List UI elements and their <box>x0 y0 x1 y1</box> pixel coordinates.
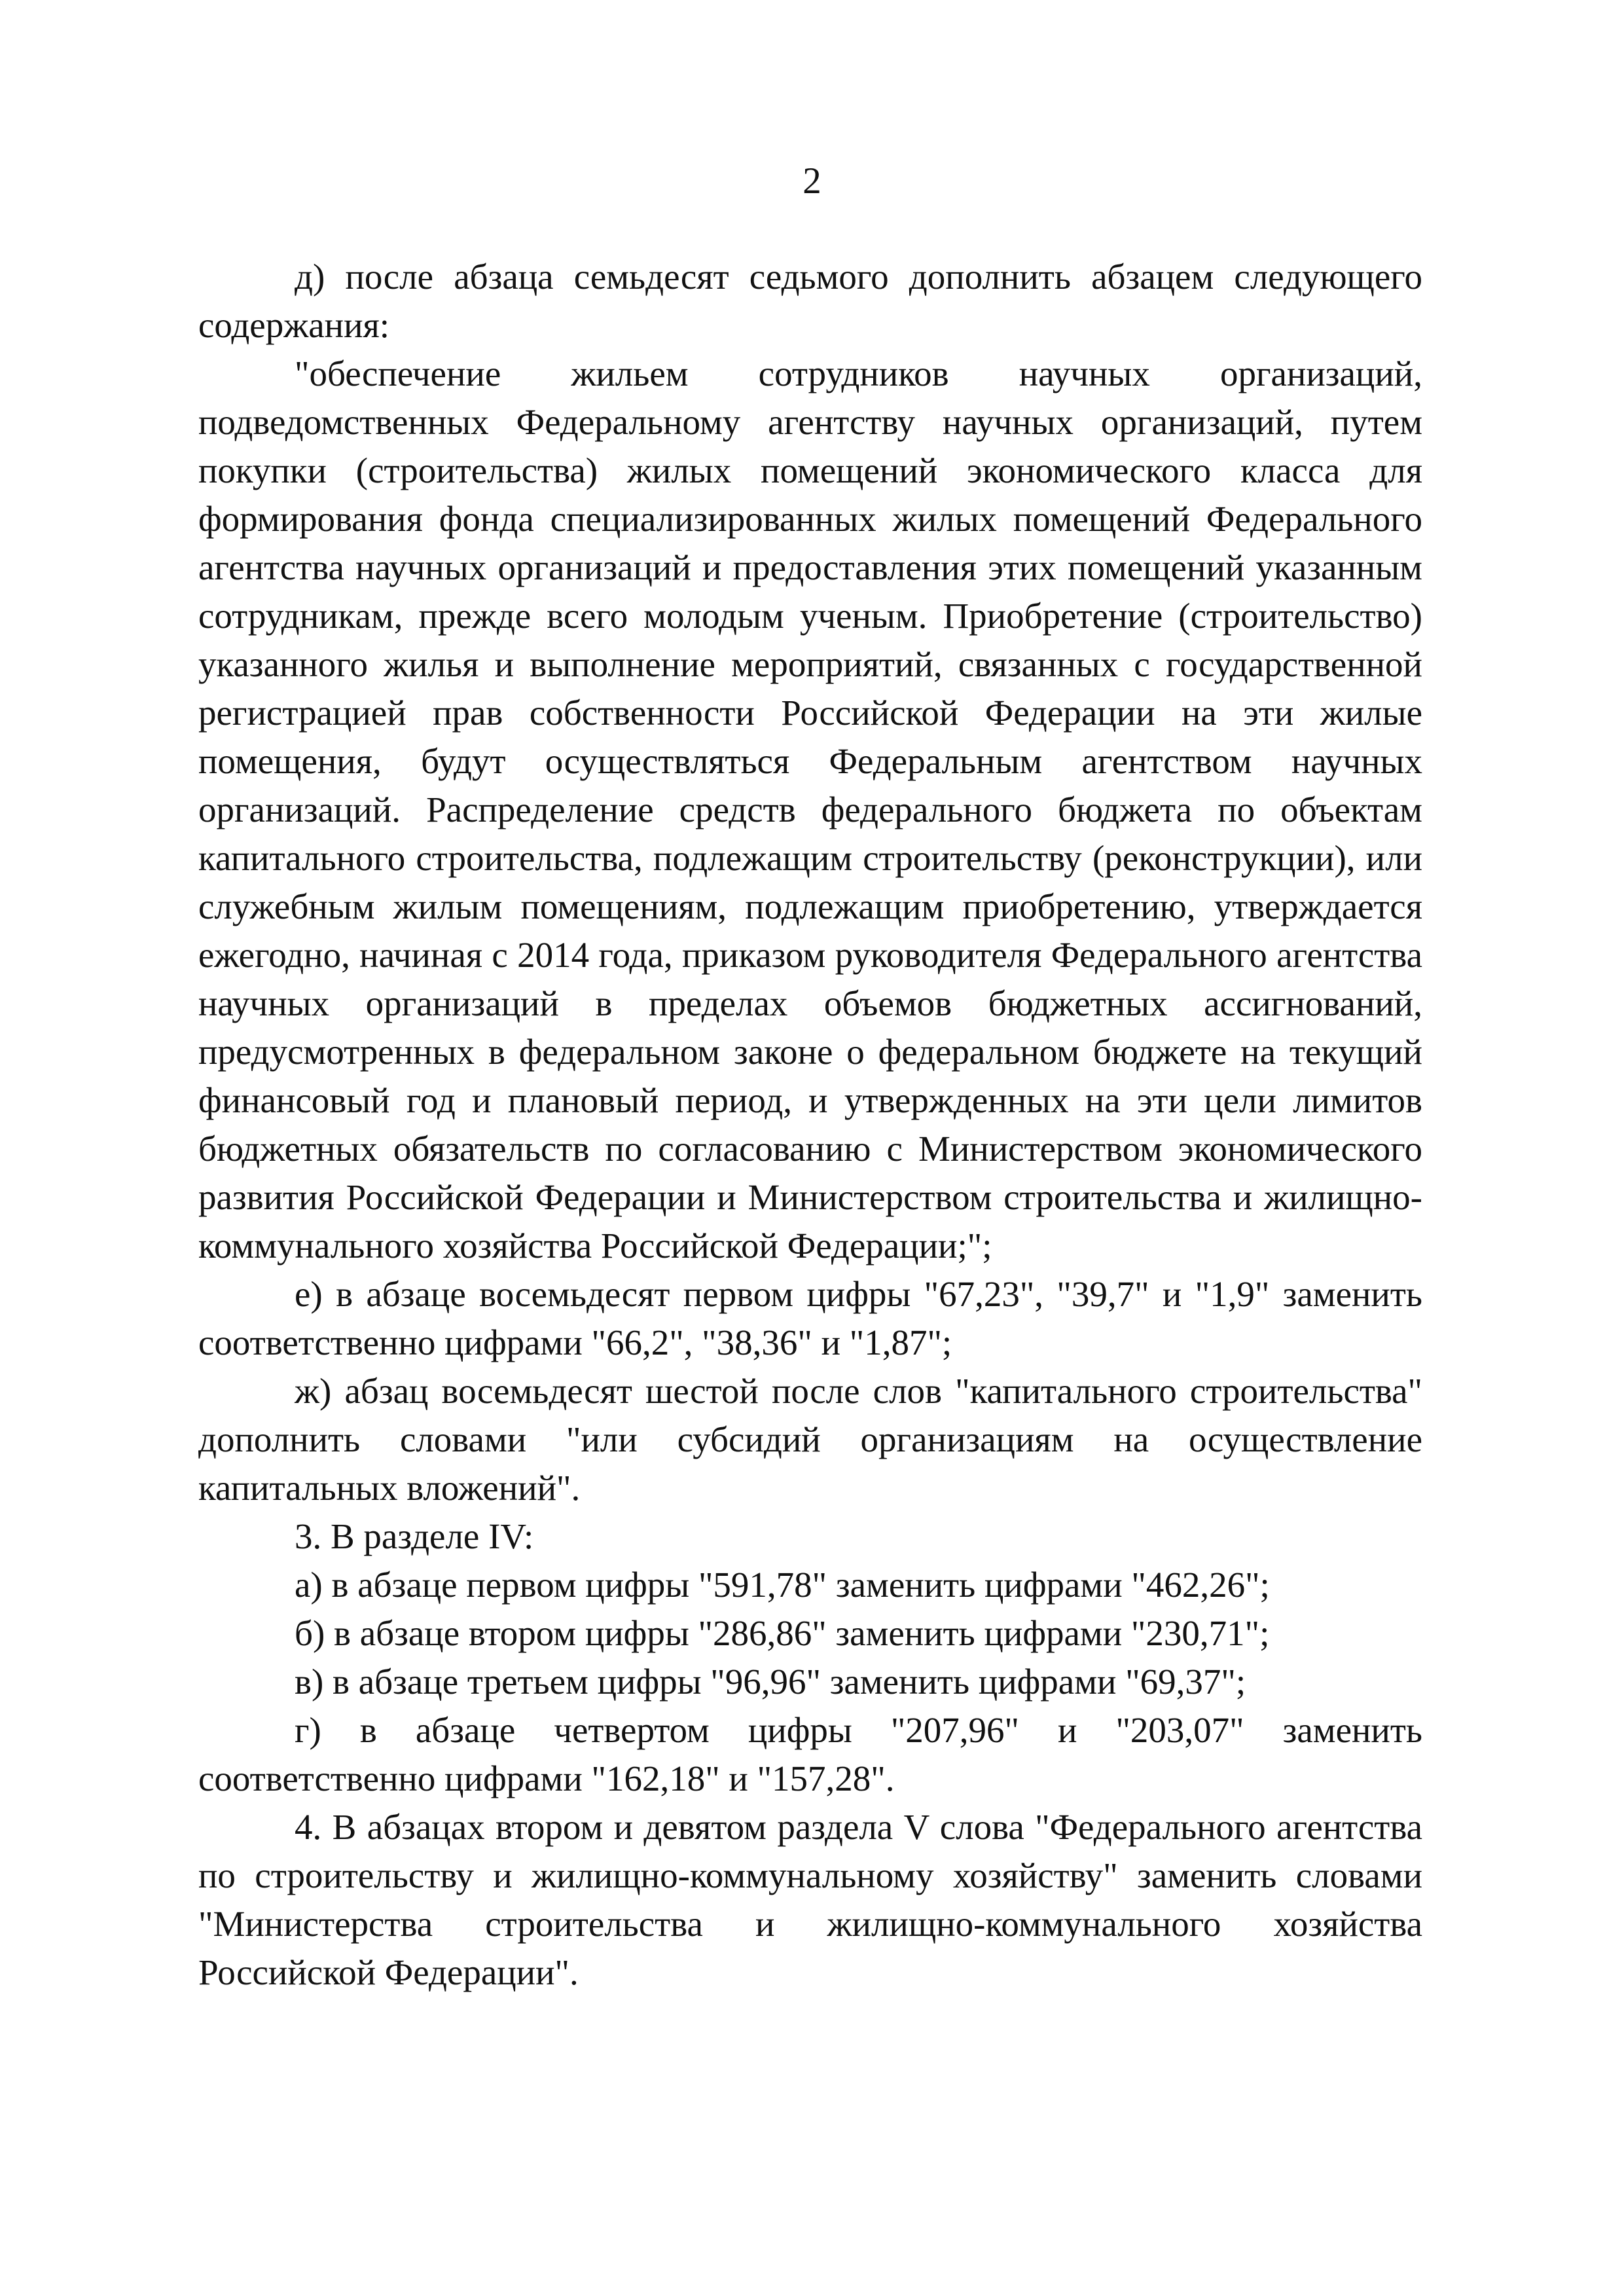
paragraph-a-amendment: а) в абзаце первом цифры "591,78" заменить цифрами "462,26"; <box>295 1565 1270 1605</box>
paragraph-d-amendment: д) после абзаца семьдесят седьмого дополнить абзацем следующего содержания: <box>198 257 1422 345</box>
paragraph-g-amendment: г) в абзаце четвертом цифры "207,96" и "203,07" заменить соответственно цифрами "162,18" и "157,28". <box>198 1710 1422 1798</box>
paragraph-v-amendment: в) в абзаце третьем цифры "96,96" заменить цифрами "69,37"; <box>295 1662 1246 1702</box>
paragraph-zh-amendment: ж) абзац восемьдесят шестой после слов "капитального строительства" дополнить словами "или субсидий организациям на осуществление капитальных вложений". <box>198 1371 1422 1508</box>
document-body <box>198 253 1422 1997</box>
paragraph-e-amendment: е) в абзаце восемьдесят первом цифры "67,23", "39,7" и "1,9" заменить соответственно цифрами "66,2", "38,36" и "1,87"; <box>198 1274 1422 1362</box>
paragraph-quoted-insert: "обеспечение жильем сотрудников научных организаций, подведомственных Федеральному агентству научных организаций, путем покупки (строительства) жилых помещений экономического класса для формирования фонда специализированных жилых помещений Федерального агентства научных организаций и предоставления этих помещений указанным сотрудникам, прежде всего молодым ученым. Приобретение (строительство) указанного жилья и выполнение мероприятий, связанных с государственной регистрацией прав собственности Российской Федерации на эти жилые помещения, будут осуществляться Федеральным агентством научных организаций. Распределение средств федерального бюджета по объектам капитального строительства, подлежащим строительству (реконструкции), или служебным жилым помещениям, подлежащим приобретению, утверждается ежегодно, начиная с 2014 года, приказом руководителя Федерального агентства научных организаций в пределах объемов бюджетных ассигнований, предусмотренных в федеральном законе о федеральном бюджете на текущий финансовый год и плановый период, и утвержденных на эти цели лимитов бюджетных обязательств по согласованию с Министерством экономического развития Российской Федерации и Министерством строительства и жилищно-коммунального хозяйства Российской Федерации;"; <box>198 354 1422 1266</box>
section-4-heading: 3. В разделе IV: <box>295 1516 534 1556</box>
section-5-amendment: 4. В абзацах втором и девятом раздела V слова "Федерального агентства по строительству и жилищно-коммунальному хозяйству" заменить словами "Министерства строительства и жилищно-коммунального хозяйства Российской Федерации". <box>198 1807 1422 1992</box>
page-number: 2 <box>803 160 821 202</box>
paragraph-b-amendment: б) в абзаце втором цифры "286,86" заменить цифрами "230,71"; <box>295 1613 1270 1653</box>
